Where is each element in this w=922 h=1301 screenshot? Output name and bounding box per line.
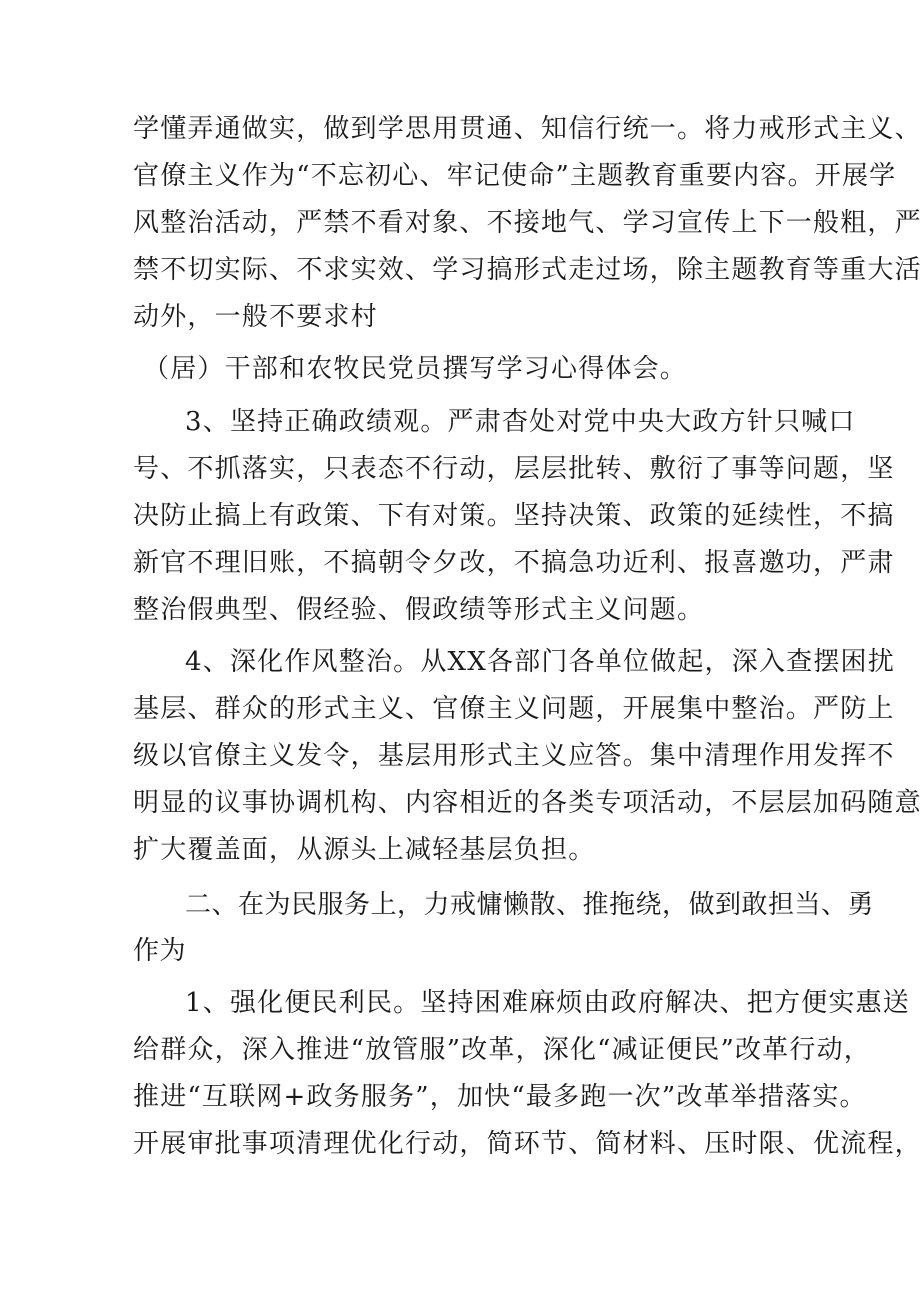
paragraph-line: 禁不切实际、不求实效、学习搞形式走过场，除主题教育等重大活: [133, 255, 922, 285]
paragraph-line: 学懂弄通做实，做到学思用贯通、知信行统一。将力戒形式主义、: [133, 114, 922, 144]
paragraph-line: 给群众，深入推进“放管服”改革，深化“减证便民”改革行动，: [133, 1035, 871, 1065]
paragraph-line: 明显的议事协调机构、内容相近的各类专项活动，不层层加码随意: [133, 788, 922, 818]
paragraph-line: 官僚主义作为“不忘初心、牢记使命”主题教育重要内容。开展学: [133, 161, 897, 191]
paragraph-line: 基层、群众的形式主义、官僚主义问题，开展集中整治。严防上: [133, 694, 895, 724]
paragraph-line: 整治假典型、假经验、假政绩等形式主义问题。: [133, 595, 705, 625]
section-heading: 二、在为民服务上，力戒慵懒散、推拖绕，做到敢担当、勇: [185, 890, 875, 920]
paragraph-line: 3、坚持正确政绩观。严肃杳处对党中央大政方针只喊口: [185, 407, 856, 437]
paragraph-line: 4、深化作风整治。从XX各部门各单位做起，深入查摆困扰: [185, 647, 895, 677]
paragraph-line: 决防止搞上有政策、下有对策。坚持决策、政策的延续性，不搞: [133, 501, 895, 531]
paragraph-line: 推进“互联网+政务服务”，加快“最多跑一次”改革举措落实。: [133, 1082, 867, 1112]
section-heading: 作为: [133, 936, 187, 966]
paragraph-line: 号、不抓落实，只表态不行动，层层批转、敷衍了事等问题，坚: [133, 454, 895, 484]
paragraph-line: 开展审批事项清理优化行动，简环节、简材料、压时限、优流程，: [133, 1129, 922, 1159]
paragraph-line: 新官不理旧账，不搞朝令夕改，不搞急功近利、报喜邀功，严肃: [133, 548, 895, 578]
paragraph-line: 风整治活动，严禁不看对象、不接地气、学习宣传上下一般粗，严: [133, 208, 922, 238]
paragraph-line: 1、强化便民利民。坚持困难麻烦由政府解决、把方便实惠送: [185, 988, 910, 1018]
paragraph-line: （居）干部和农牧民党员撰写学习心得体会。: [143, 354, 688, 384]
paragraph-line: 级以官僚主义发令，基层用形式主义应答。集中清理作用发挥不: [133, 741, 895, 771]
paragraph-line: 动外，一般不要求村: [133, 302, 378, 332]
paragraph-line: 扩大覆盖面，从源头上减轻基层负担。: [133, 835, 596, 865]
